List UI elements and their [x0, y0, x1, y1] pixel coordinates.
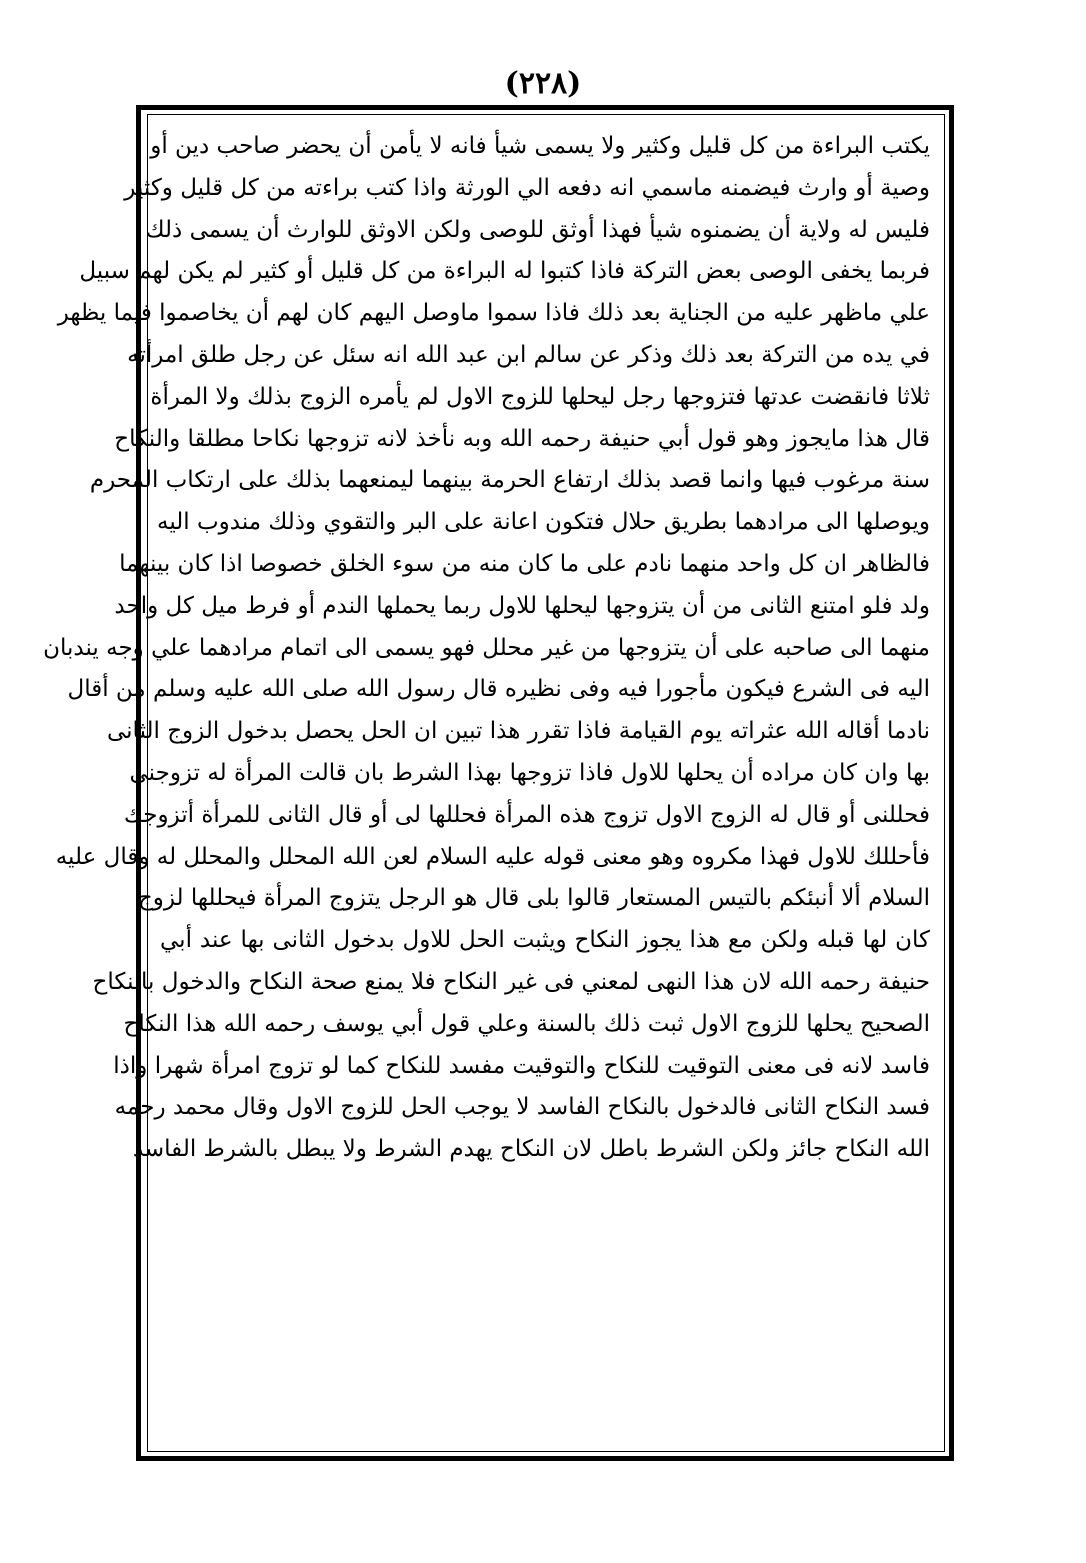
text-line: نادما أقاله الله عثراته يوم القيامة فاذا تقرر هذا تبين ان الحل يحصل بدخول الزوج الثانى — [106, 718, 930, 745]
text-line: علي ماظهر عليه من الجناية بعد ذلك فاذا سموا ماوصل اليهم كان لهم أن يخاصموا فيما يظهر — [57, 300, 930, 327]
body-text — [43, 126, 930, 1171]
text-line: سنة مرغوب فيها وانما قصد بذلك ارتفاع الحرمة بينهما ليمنعهما بذلك على ارتكاب المحرم — [89, 467, 930, 494]
text-line: الله النكاح جائز ولكن الشرط باطل لان النكاح يهدم الشرط ولا يبطل بالشرط الفاسد — [132, 1136, 930, 1163]
text-line: فحللنى أو قال له الزوج الاول تزوج هذه المرأة فحللها لى أو قال الثانى للمرأة أتزوجك — [123, 801, 930, 828]
text-line: قال هذا مايجوز وهو قول أبي حنيفة رحمه الله وبه نأخذ لانه تزوجها نكاحا مطلقا والنكاح — [114, 425, 930, 452]
text-line: وصية أو وارث فيضمنه ماسمي انه دفعه الي الورثة واذا كتب براءته من كل قليل وكثير — [124, 174, 930, 201]
text-line: السلام ألا أنبئكم بالتيس المستعار قالوا بلى قال هو الرجل يتزوج المرأة فيحللها لزوج — [137, 885, 930, 912]
text-line: منهما الى صاحبه على أن يتزوجها من غير محلل فهو يسمى الى اتمام مرادهما علي وجه يندبان — [43, 634, 930, 661]
text-line: الصحيح يحلها للزوج الاول ثبت ذلك بالسنة وعلي قول أبي يوسف رحمه الله هذا النكاح — [123, 1010, 930, 1037]
text-line: فالظاهر ان كل واحد منهما نادم على ما كان منه من سوء الخلق خصوصا اذا كان بينهما — [119, 550, 930, 577]
text-line: ثلاثا فانقضت عدتها فتزوجها رجل ليحلها للزوج الاول لم يأمره الزوج بذلك ولا المرأة — [150, 383, 930, 410]
text-line: في يده من التركة بعد ذلك وذكر عن سالم ابن عبد الله انه سئل عن رجل طلق امرأته — [127, 341, 930, 368]
text-line: فاسد لانه فى معنى التوقيت للنكاح والتوقيت مفسد للنكاح كما لو تزوج امرأة شهرا واذا — [113, 1052, 930, 1079]
text-line: بها وان كان مراده أن يحلها للاول فاذا تزوجها بهذا الشرط بان قالت المرأة له تزوجنى — [129, 759, 930, 786]
text-line: فأحللك للاول فهذا مكروه وهو معنى قوله عليه السلام لعن الله المحلل والمحلل له وقال عليه — [55, 843, 930, 870]
text-line: ويوصلها الى مرادهما بطريق حلال فتكون اعانة على البر والتقوي وذلك مندوب اليه — [157, 509, 930, 536]
text-line: ولد فلو امتنع الثانى من أن يتزوجها ليحلها للاول ربما يحملها الندم أو فرط ميل كل واحد — [114, 592, 930, 619]
text-line: حنيفة رحمه الله لان هذا النهى لمعني فى غير النكاح فلا يمنع صحة النكاح والدخول بالنكاح — [92, 968, 930, 995]
text-line: فسد النكاح الثانى فالدخول بالنكاح الفاسد لا يوجب الحل للزوج الاول وقال محمد رحمه — [114, 1094, 930, 1121]
text-line: يكتب البراءة من كل قليل وكثير ولا يسمى شيأ فانه لا يأمن أن يحضر صاحب دين أو — [150, 133, 930, 159]
text-line: فليس له ولاية أن يضمنوه شيأ فهذا أوثق للوصى ولكن الاوثق للوارث أن يسمى ذلك — [145, 216, 930, 243]
page-number: (٢٢٨) — [504, 66, 582, 101]
text-line: كان لها قبله ولكن مع هذا يجوز النكاح ويثبت الحل للاول بدخول الثانى بها عند أبي — [160, 927, 930, 954]
text-line: اليه فى الشرع فيكون مأجورا فيه وفى نظيره قال رسول الله صلى الله عليه وسلم من أقال — [67, 676, 930, 703]
text-line: فربما يخفى الوصى بعض التركة فاذا كتبوا له البراءة من كل قليل أو كثير لم يكن لهم سبيل — [79, 258, 930, 285]
